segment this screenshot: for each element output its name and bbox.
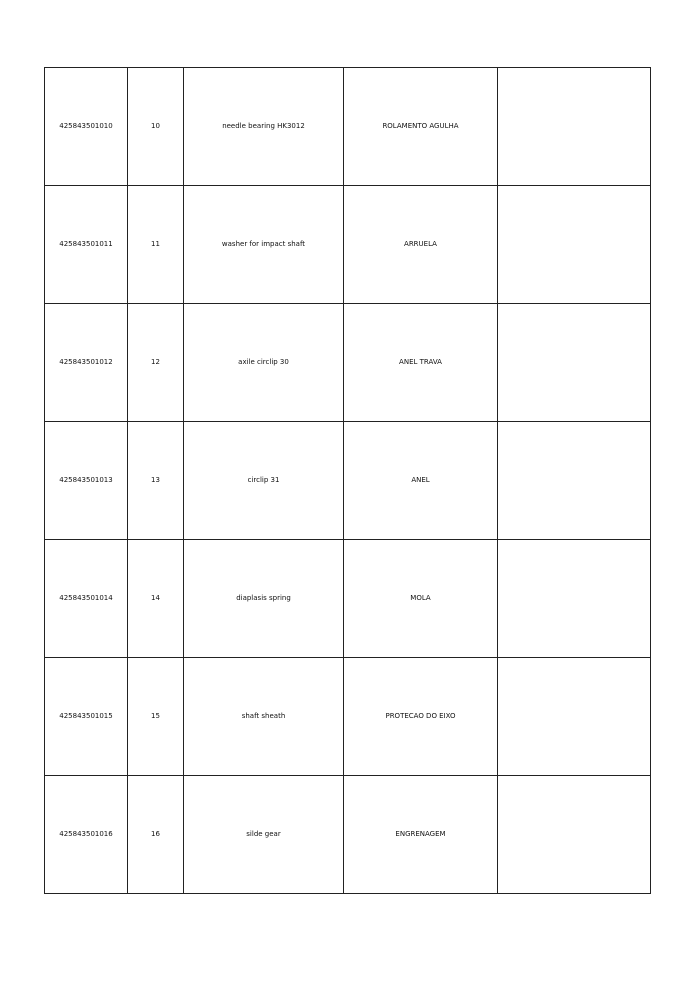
item-number-cell: 14 xyxy=(128,540,184,658)
note-cell xyxy=(498,422,651,540)
part-code-cell: 425843501016 xyxy=(45,776,128,894)
part-name-pt-cell: ANEL xyxy=(344,422,498,540)
item-number-cell: 11 xyxy=(128,186,184,304)
part-name-pt-cell: MOLA xyxy=(344,540,498,658)
part-code-cell: 425843501010 xyxy=(45,68,128,186)
part-name-en-cell: shaft sheath xyxy=(184,658,344,776)
part-name-pt-cell: PROTECAO DO EIXO xyxy=(344,658,498,776)
part-name-en-cell: washer for impact shaft xyxy=(184,186,344,304)
part-code-cell: 425843501013 xyxy=(45,422,128,540)
part-code-cell: 425843501015 xyxy=(45,658,128,776)
part-code-cell: 425843501014 xyxy=(45,540,128,658)
part-name-en-cell: diaplasis spring xyxy=(184,540,344,658)
table-row xyxy=(45,68,651,186)
table-row xyxy=(45,422,651,540)
part-code-cell: 425843501012 xyxy=(45,304,128,422)
note-cell xyxy=(498,540,651,658)
part-name-en-cell: axile circlip 30 xyxy=(184,304,344,422)
table-row xyxy=(45,186,651,304)
item-number-cell: 10 xyxy=(128,68,184,186)
parts-table xyxy=(44,67,651,894)
note-cell xyxy=(498,186,651,304)
table-row xyxy=(45,304,651,422)
note-cell xyxy=(498,304,651,422)
part-name-en-cell: silde gear xyxy=(184,776,344,894)
table-row xyxy=(45,658,651,776)
part-name-pt-cell: ENGRENAGEM xyxy=(344,776,498,894)
note-cell xyxy=(498,658,651,776)
item-number-cell: 12 xyxy=(128,304,184,422)
item-number-cell: 13 xyxy=(128,422,184,540)
part-code-cell: 425843501011 xyxy=(45,186,128,304)
part-name-pt-cell: ANEL TRAVA xyxy=(344,304,498,422)
part-name-en-cell: circlip 31 xyxy=(184,422,344,540)
part-name-pt-cell: ROLAMENTO AGULHA xyxy=(344,68,498,186)
table-row xyxy=(45,776,651,894)
item-number-cell: 16 xyxy=(128,776,184,894)
part-name-en-cell: needle bearing HK3012 xyxy=(184,68,344,186)
note-cell xyxy=(498,776,651,894)
note-cell xyxy=(498,68,651,186)
table-row xyxy=(45,540,651,658)
part-name-pt-cell: ARRUELA xyxy=(344,186,498,304)
item-number-cell: 15 xyxy=(128,658,184,776)
